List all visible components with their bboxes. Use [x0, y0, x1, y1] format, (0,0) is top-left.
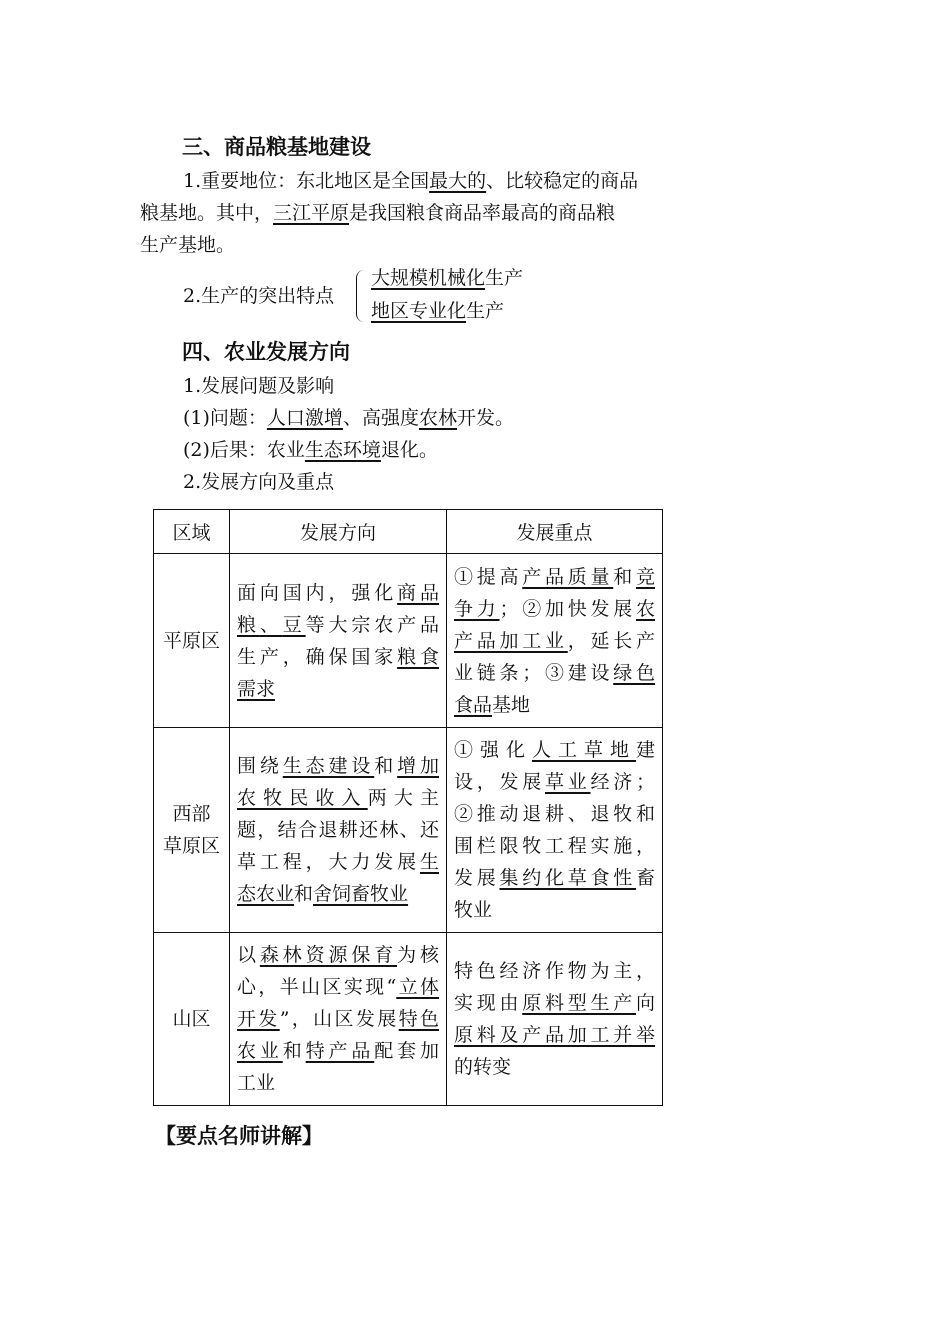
text: 实现由	[454, 992, 523, 1014]
cell-line	[237, 1003, 439, 1035]
underlined-term: 舍饲畜牧业	[313, 883, 409, 905]
cell-line	[454, 955, 655, 987]
text: 围绕	[237, 755, 283, 777]
underlined-term: 开发	[237, 1008, 280, 1030]
text: 工业	[237, 1072, 276, 1094]
paragraph-important-status	[183, 165, 638, 197]
text: 草工程，大力发展	[237, 851, 420, 873]
text: 特色经济作物为主，	[454, 960, 655, 982]
underlined-term: 粮	[237, 613, 260, 636]
text: (2)后果：农业	[183, 439, 305, 461]
cell-line	[454, 593, 655, 625]
region-cell	[154, 933, 230, 1106]
cell-line	[237, 609, 439, 641]
table-header-row	[154, 510, 663, 554]
text: 建	[635, 739, 655, 761]
region-cell	[154, 728, 230, 933]
cell-line	[454, 987, 655, 1019]
text: 是我国粮食商品率最高的商品粮	[349, 202, 616, 224]
text: ；②加快发展	[499, 597, 636, 620]
underlined-term: 最大的	[429, 170, 487, 192]
underlined-term: 粮食	[397, 645, 439, 668]
text: 退化。	[380, 439, 438, 461]
underlined-term: 需求	[237, 677, 276, 700]
cell-line	[454, 1051, 655, 1083]
underlined-term: 农林	[418, 407, 457, 429]
cell-line	[237, 846, 439, 878]
text: 生产	[485, 267, 524, 289]
text: 配套加	[374, 1040, 439, 1062]
table-row	[154, 933, 663, 1106]
text: 和	[282, 1040, 306, 1062]
region-label: 草原区	[162, 835, 220, 857]
text: 生产，确保国家	[237, 645, 398, 668]
cell-line	[237, 1067, 439, 1099]
text: 业链条；③建设	[454, 661, 614, 684]
underlined-term: 立体	[396, 976, 439, 998]
text: ”，山区发展	[279, 1008, 399, 1030]
underlined-term: 商品	[397, 581, 439, 604]
underlined-term: 集约化草食性	[499, 867, 636, 889]
direction-cell	[230, 933, 447, 1106]
text: 两大主	[367, 787, 439, 809]
paragraph-line: 生产基地。	[140, 234, 236, 256]
underlined-term: 、	[259, 613, 283, 636]
underlined-term: 三江平原	[273, 202, 350, 224]
text: ①强化	[454, 739, 532, 761]
region-label: 山区	[172, 1008, 211, 1030]
production-features-label: 2.生产的突出特点	[183, 285, 335, 307]
paragraph-line	[140, 197, 615, 229]
underlined-term: 农	[635, 597, 655, 620]
problem-line	[183, 402, 514, 434]
cell-line	[454, 894, 655, 926]
underlined-term: 原料型生产	[522, 992, 636, 1014]
underlined-term: 农牧民收入	[237, 787, 368, 809]
text: 的转变	[454, 1056, 512, 1078]
cell-line	[237, 673, 439, 705]
underlined-term: 绿色	[613, 661, 655, 684]
text: 开发。	[456, 407, 514, 429]
underlined-term: 生态环境	[304, 439, 381, 461]
cell-line	[454, 734, 655, 766]
text: (1)问题：	[183, 407, 267, 429]
focus-cell	[447, 554, 663, 728]
text: 1.重要地位：东北地区是全国	[183, 170, 430, 192]
underlined-term: 特产品	[305, 1040, 375, 1062]
text: 基地	[492, 693, 531, 716]
underlined-term: 人工草地	[531, 739, 636, 761]
cell-line	[454, 561, 655, 593]
text: 、比较稳定的商品	[486, 170, 639, 192]
text: ①提高	[454, 565, 523, 588]
underlined-term: 特色	[398, 1008, 439, 1030]
text: 为核	[397, 944, 439, 966]
consequence-line	[183, 434, 438, 466]
cell-line	[237, 577, 439, 609]
text: ，延长产	[567, 629, 655, 652]
region-cell	[154, 554, 230, 728]
underlined-term: 农业	[237, 1040, 283, 1062]
development-table	[153, 509, 663, 1106]
direction-cell	[230, 554, 447, 728]
feature-item-1	[371, 262, 523, 294]
underlined-term: 态农业	[237, 883, 295, 905]
text: 以	[237, 944, 260, 966]
underlined-term: 大规模机械化	[371, 267, 486, 289]
cell-line	[237, 641, 439, 673]
cell-line	[237, 939, 439, 971]
underlined-term: 产品加工业	[454, 629, 568, 652]
underlined-term: 原料及产品加工并举	[454, 1024, 655, 1046]
text: 牧业	[454, 899, 493, 921]
cell-line	[237, 782, 439, 814]
underlined-term: 争力	[454, 597, 500, 620]
table-row	[154, 728, 663, 933]
text: 、高强度	[342, 407, 419, 429]
underlined-term: 草业	[544, 771, 591, 793]
cell-line	[454, 625, 655, 657]
cell-line	[454, 657, 655, 689]
cell-line	[237, 971, 439, 1003]
underlined-term: 生态建设	[282, 755, 375, 777]
cell-line	[237, 878, 439, 910]
underlined-term: 森林资源保育	[259, 944, 398, 966]
brace-bracket	[356, 270, 365, 322]
text: 经济；	[590, 771, 655, 793]
text: 设，发展	[454, 771, 545, 793]
subheading-direction-focus: 2.发展方向及重点	[183, 471, 335, 493]
text: 面向国内，强化	[237, 581, 398, 604]
text: 向	[635, 992, 655, 1014]
cell-line	[237, 1035, 439, 1067]
text: 和	[294, 883, 314, 905]
underlined-term: 地区专业化	[371, 300, 467, 322]
section-heading-teacher-explanation: 【要点名师讲解】	[155, 1124, 323, 1148]
feature-item-2	[371, 295, 504, 327]
underlined-term: 人口激增	[266, 407, 343, 429]
direction-cell	[230, 728, 447, 933]
underlined-term: 食品	[454, 693, 493, 716]
focus-cell	[447, 933, 663, 1106]
header-direction: 发展方向	[230, 510, 447, 554]
text: 题，结合退耕还林、还	[237, 819, 439, 841]
underlined-term: 豆	[282, 613, 306, 636]
text: 和	[613, 565, 636, 588]
text: 生产	[466, 300, 505, 322]
cell-line	[454, 798, 655, 830]
text: 和	[374, 755, 398, 777]
text: 等大宗农产品	[305, 613, 439, 636]
cell-line	[237, 814, 439, 846]
region-label: 西部	[172, 803, 211, 825]
text: 畜	[635, 867, 655, 889]
text: ②推动退耕、退牧和	[454, 803, 655, 825]
text: 发展	[454, 867, 500, 889]
section-heading-commodity-grain: 三、商品粮基地建设	[182, 135, 371, 159]
cell-line	[454, 830, 655, 862]
underlined-term: 增加	[397, 755, 439, 777]
cell-line	[454, 766, 655, 798]
text: 粮基地。其中，	[140, 202, 274, 224]
cell-line	[454, 689, 655, 721]
underlined-term: 竞	[635, 565, 655, 588]
header-region: 区域	[154, 510, 230, 554]
table-row	[154, 554, 663, 728]
cell-line	[454, 862, 655, 894]
underlined-term: 产品质量	[522, 565, 614, 588]
text: 围栏限牧工程实施，	[454, 835, 655, 857]
header-focus: 发展重点	[447, 510, 663, 554]
cell-line	[237, 750, 439, 782]
region-label: 平原区	[162, 629, 220, 652]
text: 心，半山区实现“	[237, 976, 397, 998]
subheading-problems: 1.发展问题及影响	[183, 375, 335, 397]
section-heading-agri-direction: 四、农业发展方向	[182, 340, 350, 364]
cell-line	[454, 1019, 655, 1051]
focus-cell	[447, 728, 663, 933]
underlined-term: 生	[419, 851, 439, 873]
